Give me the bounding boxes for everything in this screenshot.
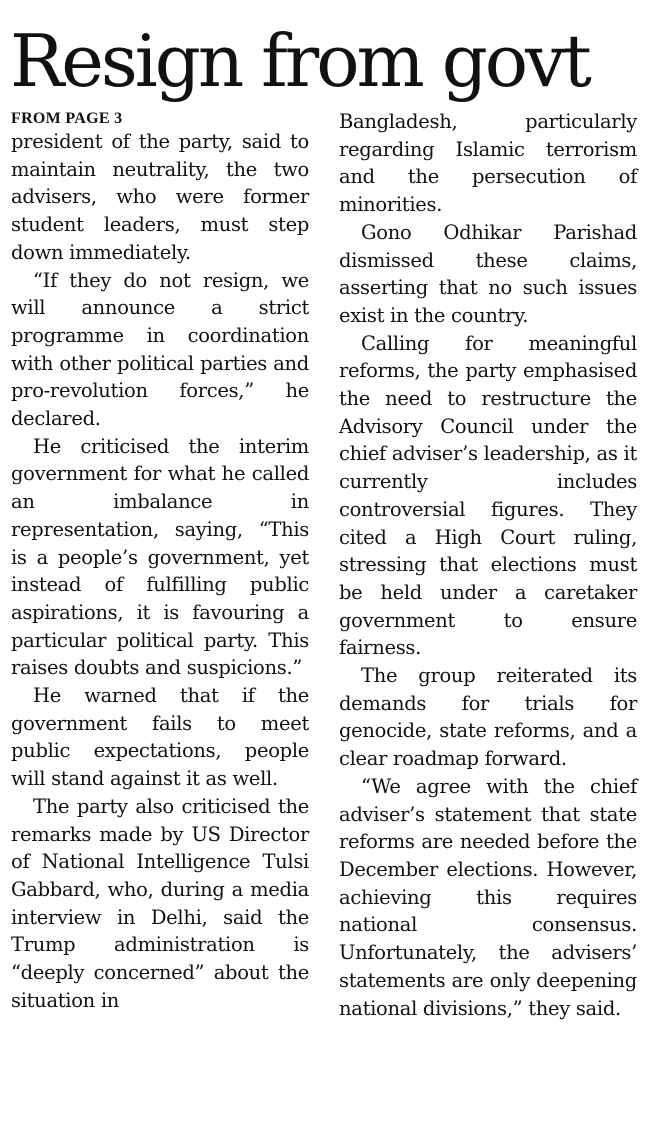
article-paragraph: president of the party, said to maintain neutrality, the two advisers, who were former student leaders, must step down immediately. — [11, 130, 309, 264]
article-paragraph: The party also criticised the remarks made by US Director of National Intelligence Tulsi Gabbard, who, during a media interview in Delhi, said the Trump administration is “deeply concerned” about the situation in — [11, 794, 309, 1012]
article-paragraph: The group reiterated its demands for trials for genocide, state reforms, and a clear roadmap forward. — [339, 664, 637, 771]
article-column-left — [11, 108, 309, 1015]
article-paragraph: “If they do not resign, we will announce a strict programme in coordination with other political parties and pro-revolution forces,” he declared. — [11, 268, 309, 431]
article-column-right — [339, 108, 637, 1022]
kicker-from-page: FROM PAGE 3 — [11, 110, 123, 127]
article-paragraph: Bangladesh, particularly regarding Islamic terrorism and the persecution of minorities. — [339, 110, 637, 217]
article-paragraph: “We agree with the chief adviser’s statement that state reforms are needed before the December elections. However, achieving this requires national consensus. Unfortunately, the advisers’ statements are only deepening national divisions,” they said. — [339, 774, 637, 1020]
headline: Resign from govt — [10, 19, 589, 103]
article-paragraph: Gono Odhikar Parishad dismissed these claims, asserting that no such issues exist in the country. — [339, 220, 637, 327]
article-paragraph: Calling for meaningful reforms, the party emphasised the need to restructure the Advisory Council under the chief adviser’s leadership, as it currently includes controversial figures. They cited a High Court ruling, stressing that elections must be held under a caretaker government to ensure fairness. — [339, 331, 637, 660]
article-paragraph: He warned that if the government fails to meet public expectations, people will stand against it as well. — [11, 684, 309, 791]
article-paragraph: He criticised the interim government for what he called an imbalance in representation, saying, “This is a people’s government, yet instead of fulfilling public aspirations, it is favouring a particular political party. This raises doubts and suspicions.” — [11, 434, 309, 680]
